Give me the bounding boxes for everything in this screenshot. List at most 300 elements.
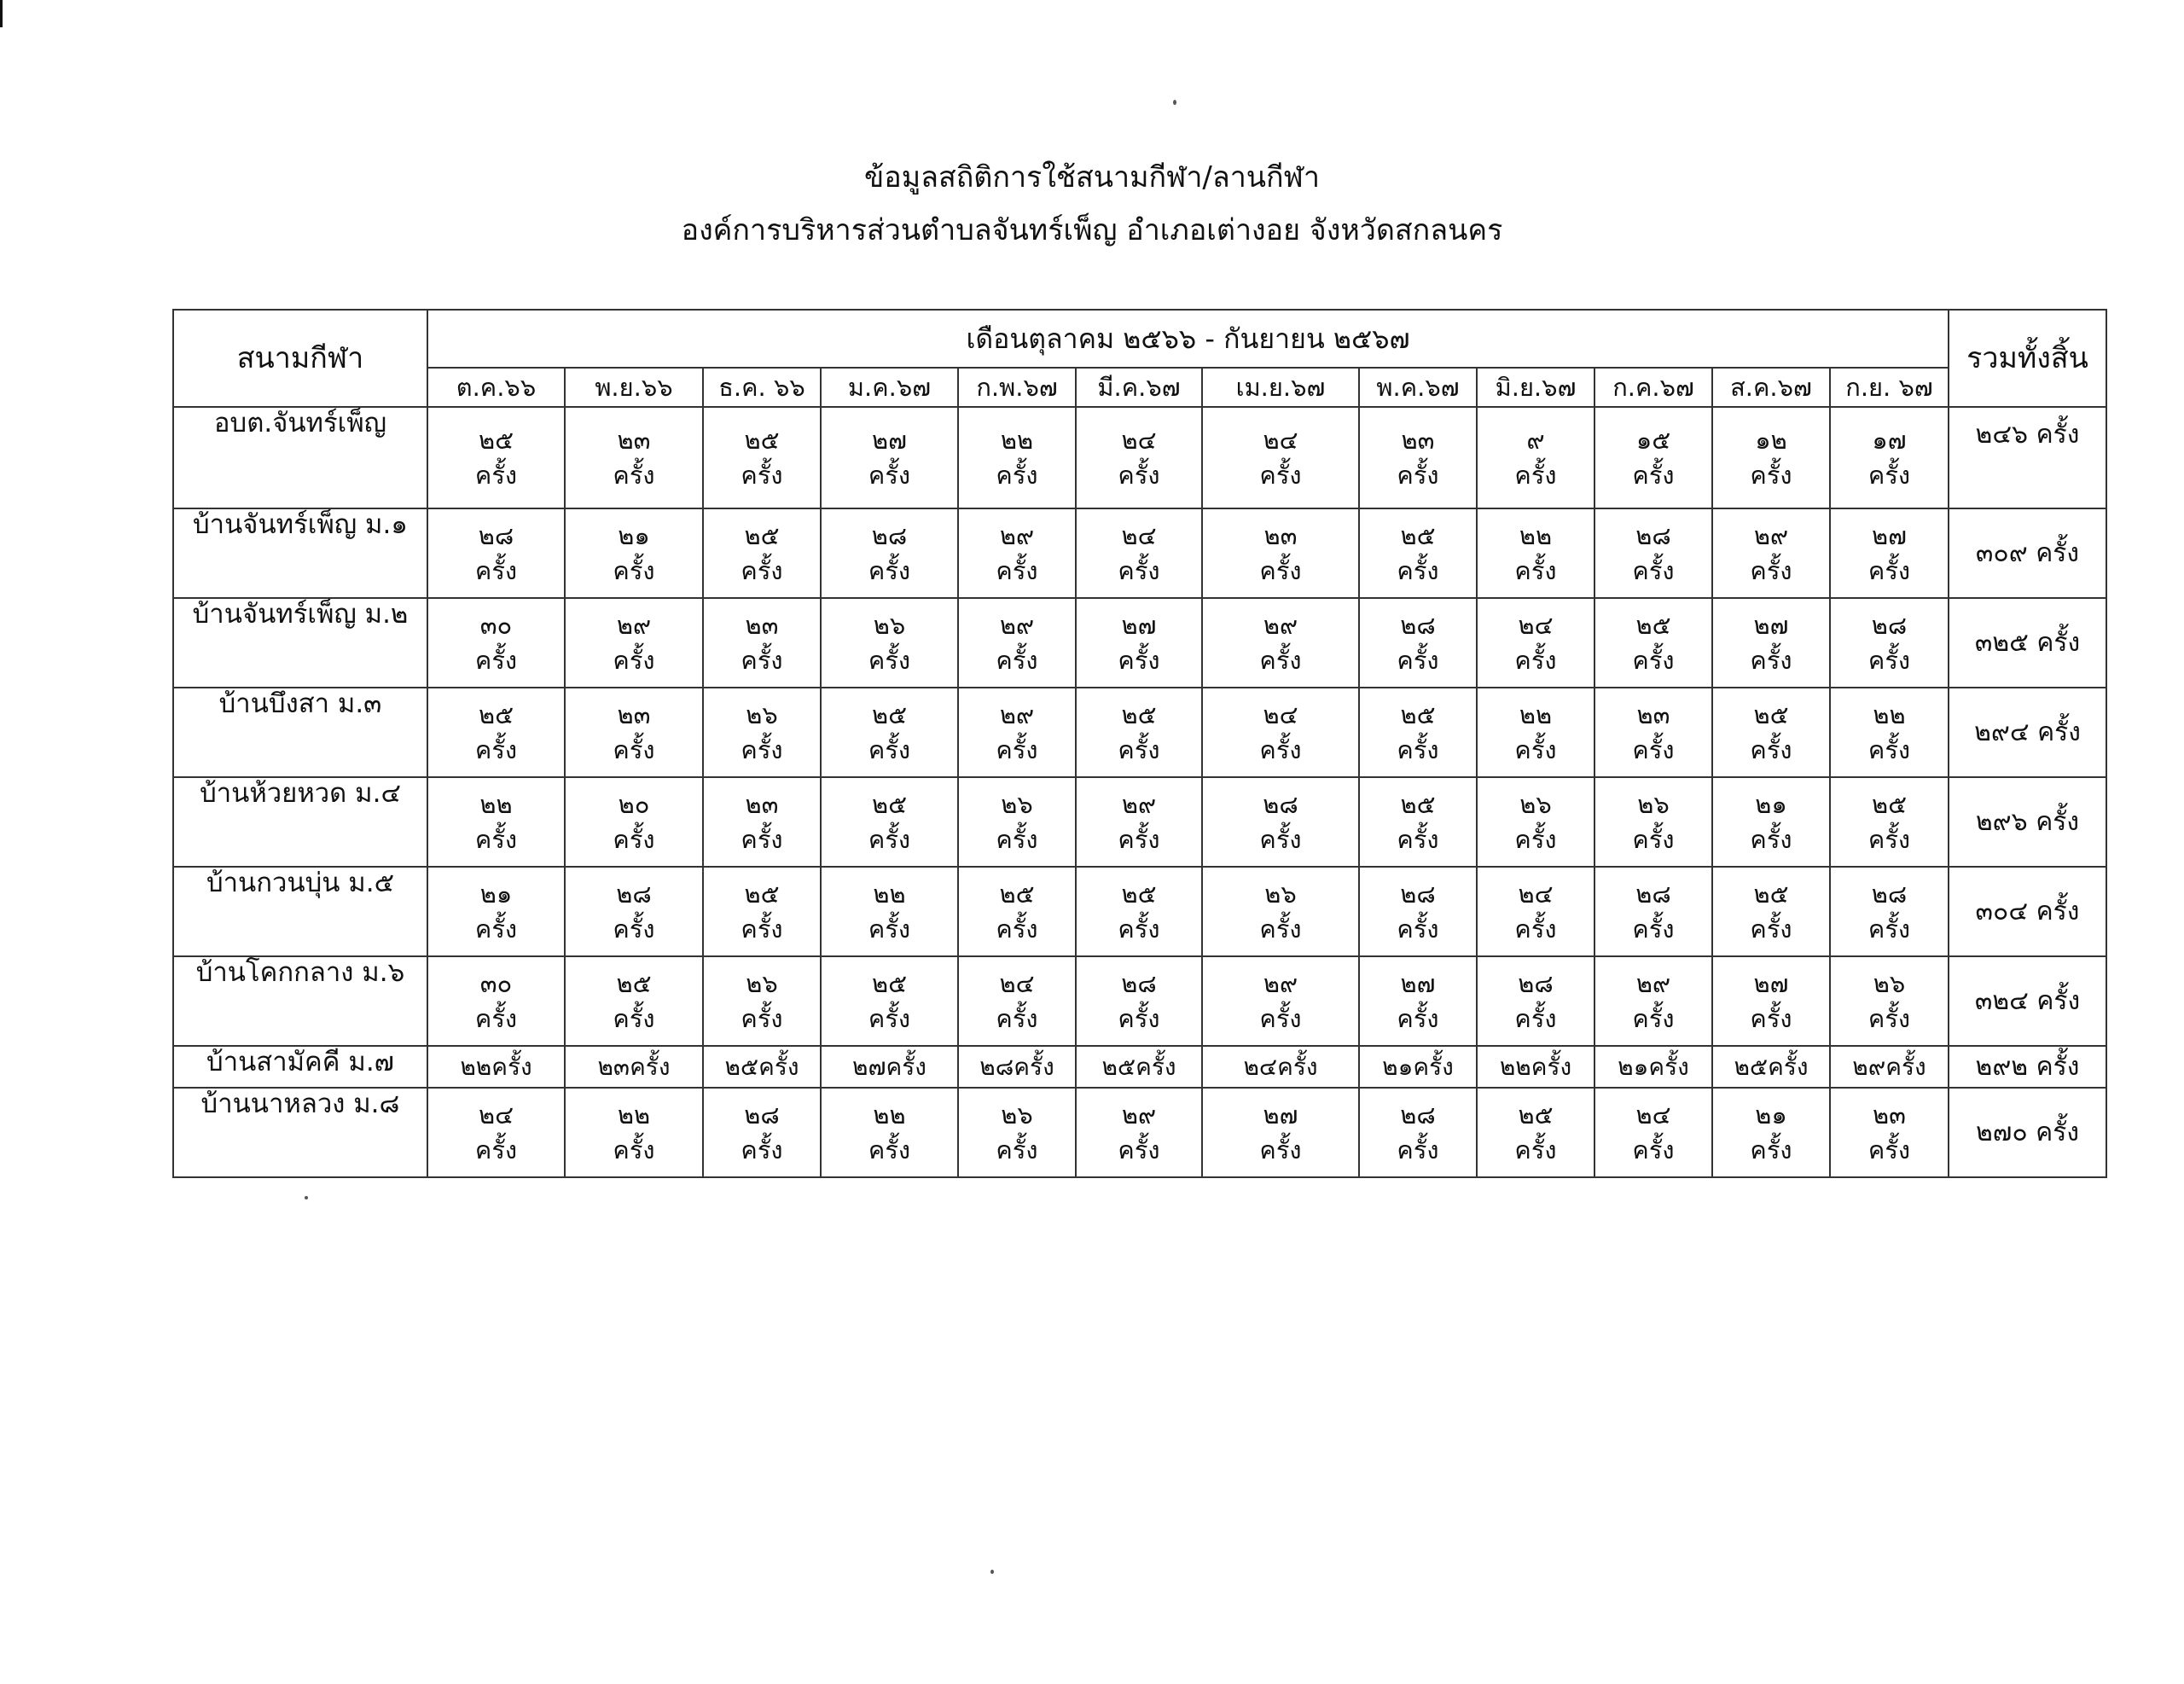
usage-count-value: ๒๕ [1871, 789, 1908, 819]
usage-count-value: ๒๘ [1871, 610, 1908, 640]
usage-count-value: ๒๕ [871, 700, 908, 729]
usage-count-unit: ครั้ง [1118, 914, 1160, 944]
usage-count-cell [1477, 956, 1594, 1046]
usage-count-unit: ครั้ง [1750, 824, 1792, 854]
usage-count-value: ๒๖ [1264, 879, 1297, 909]
usage-count-cell [427, 598, 565, 688]
usage-count-unit: ครั้ง [741, 460, 783, 490]
usage-count-cell [1477, 688, 1594, 777]
usage-count-unit: ครั้ง [1514, 824, 1557, 854]
row-total: ๒๙๖ ครั้ง [1949, 777, 2106, 867]
usage-count-cell [427, 1088, 565, 1177]
usage-count-value: ๒๕ [1400, 700, 1436, 729]
usage-count-unit: ครั้ง [996, 645, 1038, 675]
usage-count-cell [1076, 688, 1202, 777]
usage-count-value: ๒๘ [1635, 520, 1671, 550]
usage-count-cell [821, 688, 958, 777]
usage-count-value: ๒๗ [1400, 968, 1436, 998]
usage-count-value: ๒๕ [744, 425, 780, 455]
usage-count-value: ๒๘ [1871, 879, 1908, 909]
usage-count-value: ๒๓ [1636, 700, 1670, 729]
row-total: ๓๒๔ ครั้ง [1949, 956, 2106, 1046]
usage-count-unit: ครั้ง [474, 1135, 518, 1164]
usage-count-unit: ครั้ง [1397, 914, 1439, 944]
usage-count-value: ๓๐ [479, 610, 513, 640]
row-total: ๓๐๙ ครั้ง [1949, 508, 2106, 598]
usage-count-unit: ครั้ง [868, 460, 911, 490]
usage-count-cell [703, 598, 821, 688]
usage-count-unit: ครั้ง [1867, 1135, 1911, 1164]
usage-count-unit: ครั้ง [474, 824, 518, 854]
usage-count-value: ๒๘ [1400, 1100, 1436, 1129]
stadium-name: บ้านนาหลวง ม.๘ [173, 1088, 427, 1177]
usage-count-cell [1076, 407, 1202, 508]
usage-count-value: ๒๔ [1518, 610, 1554, 640]
usage-count-unit: ครั้ง [613, 645, 655, 675]
usage-count-unit: ครั้ง [996, 824, 1038, 854]
table-row [173, 407, 2106, 508]
usage-count-value: ๒๘ [1635, 879, 1671, 909]
usage-count-unit: ครั้ง [1397, 645, 1439, 675]
usage-count-value: ๒๔ [1635, 1100, 1671, 1129]
usage-count-unit: ครั้ง [1632, 1003, 1675, 1033]
usage-count-unit: ครั้ง [741, 1003, 783, 1033]
usage-count-unit: ครั้ง [1259, 645, 1302, 675]
usage-count-unit: ครั้ง [1259, 1003, 1302, 1033]
month-header: ก.พ.๖๗ [958, 368, 1076, 407]
usage-count-unit: ครั้ง [1750, 460, 1792, 490]
usage-count-cell [427, 777, 565, 867]
usage-count-value: ๒๖ [746, 700, 778, 729]
usage-count-cell: ๒๑ครั้ง [1359, 1046, 1477, 1088]
usage-count-value: ๒๔ [1121, 520, 1157, 550]
period-header: เดือนตุลาคม ๒๕๖๖ - กันยายน ๒๕๖๗ [427, 310, 1949, 368]
usage-count-unit: ครั้ง [1632, 1135, 1675, 1164]
usage-count-value: ๒๕ [871, 968, 908, 998]
stadium-name: บ้านโคกกลาง ม.๖ [173, 956, 427, 1046]
usage-count-cell [1359, 777, 1477, 867]
usage-count-unit: ครั้ง [1397, 1135, 1439, 1164]
usage-count-cell [958, 867, 1076, 956]
usage-count-unit: ครั้ง [1514, 914, 1557, 944]
usage-count-cell [565, 867, 703, 956]
usage-count-cell [958, 508, 1076, 598]
usage-count-value: ๒๖ [1001, 1100, 1033, 1129]
usage-count-cell [1830, 1088, 1949, 1177]
usage-count-cell [1076, 956, 1202, 1046]
usage-count-unit: ครั้ง [1259, 555, 1302, 585]
usage-count-value: ๒๕ [1635, 610, 1671, 640]
usage-count-value: ๒๗ [1753, 610, 1789, 640]
usage-count-unit: ครั้ง [613, 735, 655, 764]
usage-count-unit: ครั้ง [996, 460, 1038, 490]
usage-count-unit: ครั้ง [741, 1135, 783, 1164]
usage-count-value: ๒๕ [1753, 879, 1789, 909]
usage-count-cell [1477, 867, 1594, 956]
month-header: ก.ค.๖๗ [1594, 368, 1712, 407]
usage-count-value: ๒๕ [1518, 1100, 1554, 1129]
usage-count-cell [1202, 1088, 1359, 1177]
usage-count-cell [427, 688, 565, 777]
row-total: ๒๙๔ ครั้ง [1949, 688, 2106, 777]
usage-count-value: ๒๗ [1263, 1100, 1298, 1129]
usage-count-cell [1712, 1088, 1830, 1177]
stadium-name: บ้านจันทร์เพ็ญ ม.๑ [173, 508, 427, 598]
usage-count-unit: ครั้ง [1750, 735, 1792, 764]
usage-count-cell [1594, 688, 1712, 777]
usage-count-cell [1359, 867, 1477, 956]
usage-count-cell [1359, 407, 1477, 508]
usage-count-unit: ครั้ง [474, 460, 518, 490]
usage-count-cell [1594, 777, 1712, 867]
usage-count-cell [1712, 598, 1830, 688]
usage-count-unit: ครั้ง [1867, 1003, 1911, 1033]
row-total: ๓๐๔ ครั้ง [1949, 867, 2106, 956]
month-header: มี.ค.๖๗ [1076, 368, 1202, 407]
usage-count-unit: ครั้ง [1259, 914, 1302, 944]
table-row [173, 956, 2106, 1046]
usage-count-value: ๒๓ [1873, 1100, 1906, 1129]
usage-count-unit: ครั้ง [996, 1003, 1038, 1033]
usage-count-cell [427, 956, 565, 1046]
usage-count-cell [1202, 956, 1359, 1046]
usage-count-unit: ครั้ง [1632, 735, 1675, 764]
usage-count-unit: ครั้ง [474, 1003, 518, 1033]
usage-count-unit: ครั้ง [1867, 460, 1911, 490]
usage-count-cell [1202, 688, 1359, 777]
usage-count-value: ๒๘ [1518, 968, 1554, 998]
usage-count-value: ๒๕ [871, 789, 908, 819]
usage-count-value: ๑๗ [1872, 425, 1907, 455]
usage-count-unit: ครั้ง [1632, 645, 1675, 675]
usage-count-unit: ครั้ง [996, 555, 1038, 585]
month-header: พ.ย.๖๖ [565, 368, 703, 407]
usage-count-cell [821, 1088, 958, 1177]
usage-count-unit: ครั้ง [474, 914, 518, 944]
usage-count-cell [958, 1088, 1076, 1177]
usage-count-value: ๒๐ [618, 789, 650, 819]
usage-count-unit: ครั้ง [1118, 735, 1160, 764]
scan-speck [305, 1196, 308, 1199]
usage-count-unit: ครั้ง [868, 1135, 911, 1164]
usage-count-cell [958, 598, 1076, 688]
usage-count-unit: ครั้ง [868, 555, 911, 585]
usage-count-cell [565, 407, 703, 508]
usage-count-cell: ๒๕ครั้ง [1712, 1046, 1830, 1088]
row-total: ๒๔๖ ครั้ง [1949, 407, 2106, 508]
usage-count-cell [703, 508, 821, 598]
usage-count-unit: ครั้ง [1259, 735, 1302, 764]
total-column-header: รวมทั้งสิ้น [1949, 310, 2106, 407]
usage-count-cell [821, 777, 958, 867]
usage-count-cell [1712, 956, 1830, 1046]
usage-count-unit: ครั้ง [1118, 824, 1160, 854]
usage-count-cell [1477, 777, 1594, 867]
usage-statistics-table [172, 309, 2107, 1178]
usage-count-cell [958, 407, 1076, 508]
usage-count-unit: ครั้ง [741, 555, 783, 585]
usage-count-cell [958, 777, 1076, 867]
usage-count-unit: ครั้ง [868, 1003, 911, 1033]
usage-count-value: ๒๘ [478, 520, 514, 550]
usage-count-value: ๒๔ [999, 968, 1035, 998]
usage-count-cell [703, 867, 821, 956]
usage-count-value: ๒๘ [871, 520, 908, 550]
usage-count-value: ๒๖ [1637, 789, 1670, 819]
usage-count-unit: ครั้ง [613, 460, 655, 490]
table-row [173, 777, 2106, 867]
document-title: ข้อมูลสถิติการใช้สนามกีฬา/ลานกีฬา [864, 160, 1320, 195]
usage-count-cell [1359, 956, 1477, 1046]
usage-count-value: ๒๖ [746, 968, 778, 998]
usage-count-unit: ครั้ง [1514, 555, 1557, 585]
stadium-name: บ้านกวนบุ่น ม.๕ [173, 867, 427, 956]
usage-count-cell [1359, 598, 1477, 688]
usage-count-unit: ครั้ง [613, 1003, 655, 1033]
usage-count-cell [565, 688, 703, 777]
usage-count-cell [1076, 867, 1202, 956]
usage-count-cell [1076, 598, 1202, 688]
usage-count-cell [1712, 407, 1830, 508]
usage-count-cell [821, 867, 958, 956]
usage-count-value: ๒๕ [1400, 520, 1436, 550]
table-row [173, 598, 2106, 688]
usage-count-value: ๓๐ [479, 968, 513, 998]
usage-count-value: ๑๒ [1755, 425, 1787, 455]
usage-count-value: ๒๙ [999, 610, 1035, 640]
usage-count-value: ๒๔ [1263, 425, 1298, 455]
month-header: พ.ค.๖๗ [1359, 368, 1477, 407]
month-header: มิ.ย.๖๗ [1477, 368, 1594, 407]
usage-count-value: ๒๕ [1121, 879, 1157, 909]
usage-count-value: ๒๑ [1755, 789, 1787, 819]
usage-count-unit: ครั้ง [613, 824, 655, 854]
usage-count-unit: ครั้ง [1750, 555, 1792, 585]
usage-count-value: ๒๕ [744, 879, 780, 909]
usage-count-cell: ๒๘ครั้ง [958, 1046, 1076, 1088]
usage-count-cell [1477, 407, 1594, 508]
usage-count-unit: ครั้ง [613, 914, 655, 944]
usage-count-cell [1712, 777, 1830, 867]
usage-count-value: ๒๔ [1518, 879, 1554, 909]
usage-count-unit: ครั้ง [1632, 914, 1675, 944]
usage-count-value: ๙ [1526, 425, 1545, 455]
document-subtitle: องค์การบริหารส่วนตำบลจันทร์เพ็ญ อำเภอเต่างอย จังหวัดสกลนคร [681, 213, 1503, 247]
usage-count-value: ๒๓ [745, 610, 779, 640]
usage-count-cell [1477, 598, 1594, 688]
stadium-name: บ้านห้วยหวด ม.๔ [173, 777, 427, 867]
usage-count-cell: ๒๒ครั้ง [427, 1046, 565, 1088]
usage-count-value: ๒๒ [1519, 520, 1553, 550]
usage-count-cell: ๒๗ครั้ง [821, 1046, 958, 1088]
table-row [173, 688, 2106, 777]
usage-count-value: ๒๗ [872, 425, 907, 455]
usage-count-cell [1712, 508, 1830, 598]
usage-count-value: ๒๒ [617, 1100, 651, 1129]
usage-count-unit: ครั้ง [1397, 460, 1439, 490]
usage-count-unit: ครั้ง [1514, 1003, 1557, 1033]
usage-count-cell [427, 867, 565, 956]
usage-count-cell [1712, 688, 1830, 777]
usage-count-cell [1202, 407, 1359, 508]
usage-count-cell [1359, 688, 1477, 777]
usage-count-unit: ครั้ง [474, 645, 518, 675]
usage-count-cell [1830, 777, 1949, 867]
usage-count-value: ๒๙ [1121, 1100, 1157, 1129]
usage-count-value: ๒๘ [1263, 789, 1298, 819]
row-total: ๒๗๐ ครั้ง [1949, 1088, 2106, 1177]
usage-count-unit: ครั้ง [1118, 555, 1160, 585]
usage-count-unit: ครั้ง [1867, 824, 1911, 854]
usage-count-value: ๒๒ [1873, 700, 1906, 729]
scan-speck [1173, 100, 1176, 105]
usage-count-cell [703, 777, 821, 867]
usage-count-cell [1594, 407, 1712, 508]
usage-count-cell [565, 598, 703, 688]
usage-count-unit: ครั้ง [996, 1135, 1038, 1164]
usage-count-unit: ครั้ง [1632, 824, 1675, 854]
usage-count-value: ๒๙ [1753, 520, 1789, 550]
usage-count-value: ๒๙ [999, 700, 1035, 729]
usage-count-unit: ครั้ง [474, 735, 518, 764]
usage-count-unit: ครั้ง [1118, 1003, 1160, 1033]
usage-count-cell [1830, 688, 1949, 777]
row-total: ๒๙๒ ครั้ง [1949, 1046, 2106, 1088]
month-header: ต.ค.๖๖ [427, 368, 565, 407]
usage-count-value: ๒๒ [873, 879, 906, 909]
usage-count-value: ๒๒ [873, 1100, 906, 1129]
row-total: ๓๒๕ ครั้ง [1949, 598, 2106, 688]
usage-count-unit: ครั้ง [1397, 735, 1439, 764]
usage-count-cell [1594, 956, 1712, 1046]
table-row [173, 1046, 2106, 1088]
usage-count-cell [1830, 867, 1949, 956]
stadium-name: บ้านจันทร์เพ็ญ ม.๒ [173, 598, 427, 688]
usage-count-cell [1202, 598, 1359, 688]
usage-count-unit: ครั้ง [741, 914, 783, 944]
usage-count-cell [427, 508, 565, 598]
usage-count-value: ๒๗ [1872, 520, 1907, 550]
usage-count-cell [1830, 598, 1949, 688]
usage-count-cell [1830, 508, 1949, 598]
usage-count-value: ๒๓ [617, 700, 651, 729]
usage-count-value: ๒๗ [1753, 968, 1789, 998]
usage-count-cell [1594, 1088, 1712, 1177]
table-body [173, 407, 2106, 1177]
usage-count-value: ๒๓ [745, 789, 779, 819]
usage-count-cell [1202, 777, 1359, 867]
usage-count-unit: ครั้ง [996, 735, 1038, 764]
usage-count-cell [821, 508, 958, 598]
usage-count-cell: ๒๔ครั้ง [1202, 1046, 1359, 1088]
usage-count-cell [703, 688, 821, 777]
usage-count-unit: ครั้ง [1259, 460, 1302, 490]
usage-count-value: ๑๕ [1635, 425, 1671, 455]
usage-count-value: ๒๙ [1263, 610, 1298, 640]
stadium-name: อบต.จันทร์เพ็ญ [173, 407, 427, 508]
scan-edge-mark [0, 0, 3, 27]
usage-count-value: ๒๔ [1121, 425, 1157, 455]
usage-count-unit: ครั้ง [741, 735, 783, 764]
usage-count-unit: ครั้ง [1118, 645, 1160, 675]
usage-count-cell [703, 407, 821, 508]
month-header: ก.ย. ๖๗ [1830, 368, 1949, 407]
usage-count-cell [821, 598, 958, 688]
usage-count-value: ๒๕ [478, 700, 514, 729]
usage-count-unit: ครั้ง [1867, 735, 1911, 764]
usage-count-value: ๒๘ [1400, 610, 1436, 640]
usage-count-cell [1830, 956, 1949, 1046]
usage-count-value: ๒๒ [1000, 425, 1034, 455]
usage-count-cell [565, 777, 703, 867]
usage-count-value: ๒๖ [1519, 789, 1552, 819]
usage-count-value: ๒๔ [1263, 700, 1298, 729]
usage-count-value: ๒๘ [744, 1100, 780, 1129]
usage-count-cell [1359, 508, 1477, 598]
usage-count-unit: ครั้ง [1259, 824, 1302, 854]
usage-count-cell [1477, 508, 1594, 598]
usage-count-unit: ครั้ง [1514, 645, 1557, 675]
usage-count-cell: ๒๒ครั้ง [1477, 1046, 1594, 1088]
usage-count-cell [703, 956, 821, 1046]
usage-count-value: ๒๔ [478, 1100, 514, 1129]
month-header: ส.ค.๖๗ [1712, 368, 1830, 407]
usage-count-unit: ครั้ง [474, 555, 518, 585]
usage-count-value: ๒๑ [1755, 1100, 1787, 1129]
usage-count-unit: ครั้ง [1397, 555, 1439, 585]
usage-count-value: ๒๓ [1263, 520, 1298, 550]
usage-count-cell [821, 956, 958, 1046]
month-header: ม.ค.๖๗ [821, 368, 958, 407]
usage-count-cell [1712, 867, 1830, 956]
usage-count-unit: ครั้ง [1118, 1135, 1160, 1164]
usage-count-cell [1594, 598, 1712, 688]
usage-count-unit: ครั้ง [868, 645, 911, 675]
usage-count-value: ๒๕ [478, 425, 514, 455]
usage-count-value: ๒๕ [744, 520, 780, 550]
usage-count-value: ๒๗ [1121, 610, 1157, 640]
usage-count-value: ๒๘ [1121, 968, 1157, 998]
usage-count-value: ๒๑ [479, 879, 513, 909]
header-row-period [173, 310, 2106, 368]
usage-count-unit: ครั้ง [1514, 460, 1557, 490]
usage-count-cell [821, 407, 958, 508]
usage-count-cell [1594, 867, 1712, 956]
scan-speck [990, 1570, 994, 1574]
usage-count-unit: ครั้ง [1750, 645, 1792, 675]
usage-count-cell [1076, 1088, 1202, 1177]
usage-count-unit: ครั้ง [868, 735, 911, 764]
usage-count-cell: ๒๓ครั้ง [565, 1046, 703, 1088]
usage-count-value: ๒๕ [1121, 700, 1157, 729]
usage-count-value: ๒๖ [873, 610, 906, 640]
usage-count-unit: ครั้ง [1514, 735, 1557, 764]
usage-count-cell [1477, 1088, 1594, 1177]
usage-count-value: ๒๒ [1519, 700, 1553, 729]
table-row [173, 867, 2106, 956]
usage-count-unit: ครั้ง [1632, 555, 1675, 585]
usage-count-cell [1830, 407, 1949, 508]
usage-count-unit: ครั้ง [1514, 1135, 1557, 1164]
usage-count-value: ๒๙ [1263, 968, 1298, 998]
stadium-column-header: สนามกีฬา [173, 310, 427, 407]
month-header: ธ.ค. ๖๖ [703, 368, 821, 407]
usage-count-value: ๒๕ [1753, 700, 1789, 729]
usage-count-value: ๒๕ [616, 968, 652, 998]
usage-count-cell [958, 956, 1076, 1046]
usage-count-value: ๒๑ [618, 520, 650, 550]
usage-count-value: ๒๖ [1873, 968, 1906, 998]
